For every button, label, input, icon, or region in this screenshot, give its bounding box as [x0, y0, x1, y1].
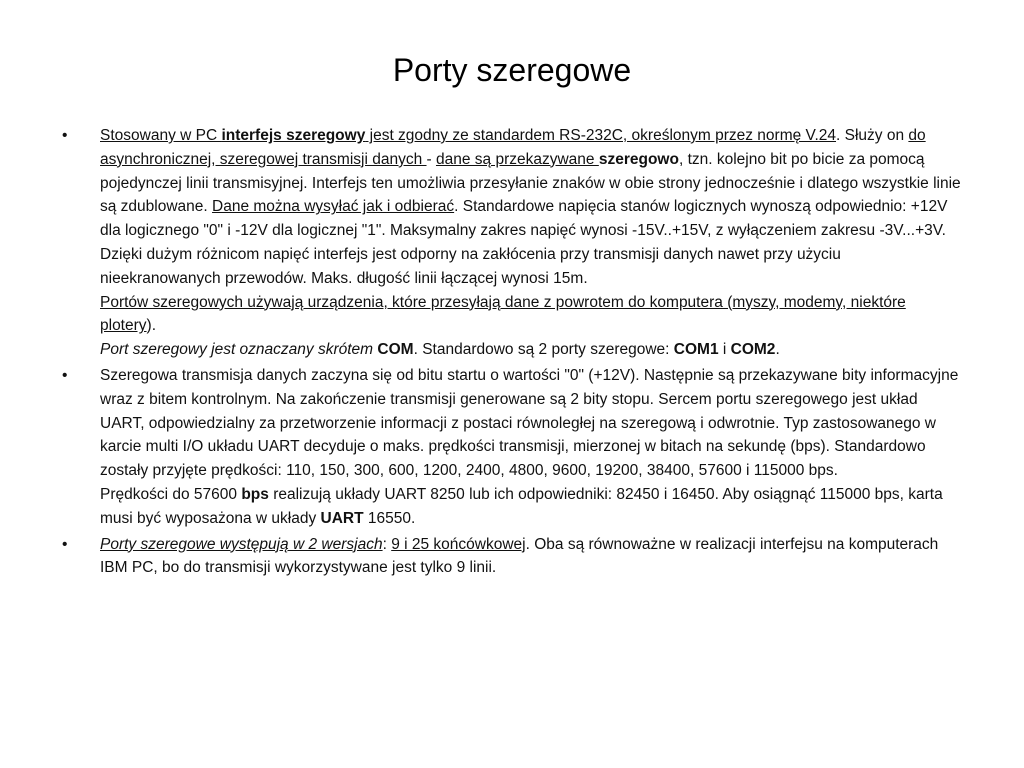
text-run: . Oba są równoważne w realizacji interfejsu na komputerach IBM PC, bo do transmisji wykorzystywane jest tylko 9 linii.: [100, 535, 939, 577]
text-run: Portów szeregowych używają urządzenia, które przesyłają dane z powrotem do komputera (myszy, modemy, niektóre plotery: [100, 293, 906, 335]
bullet-marker: •: [62, 535, 68, 553]
text-run: dane są przekazywane: [435, 150, 599, 168]
text-run-bold: szeregowo: [598, 150, 679, 168]
text-run: Stosowany w PC: [100, 127, 222, 144]
text-run: .: [775, 341, 780, 359]
text-run: 9 i 25 końcówkowej: [391, 535, 526, 553]
text-run: -: [426, 150, 436, 168]
text-run: realizują układy UART 8250 lub ich odpowiedniki: 82450 i 16450. Aby osiągnąć 115000 bps, karta musi być wyposażona w układy: [100, 485, 943, 527]
text-run: Szeregowa transmisja danych zaczyna się od bitu startu o wartości "0" (+12V). Następnie są przekazywane bity informacyjne wraz z bitem kontrolnym. Na zakończenie transmisji generowane są 2 bity stopu. Sercem portu szeregowego jest układ UART, odpowiedzialny za przetworzenie informacji z postaci równoległej na szeregową i odwrotnie. Typ zastosowanego w karcie multi I/O układu UART decyduje o maks. prędkości transmisji, mierzonej w bitach na sekundę (bps). Standardowo zostały przyjęte prędkości: 110, 150, 300, 600, 1200, 2400, 4800, 9600, 19200, 38400, 57600 i 115000 bps.: [100, 366, 959, 480]
bullet-marker: •: [62, 366, 68, 384]
bullet-item-1: [62, 124, 962, 362]
text-run: 16550.: [363, 509, 416, 527]
text-run-bold: UART: [320, 509, 364, 527]
text-run-bold: COM2: [730, 341, 776, 359]
text-run: do asynchronicznej, szeregowej transmisji danych: [100, 127, 926, 168]
text-run: . Standardowe napięcia stanów logicznych wynoszą odpowiednio: +12V dla logicznego "0" i -12V dla logicznej "1". Maksymalny zakres napięć wynosi -15V..+15V, z wyłączeniem zakresu -3V...+3V. Dzięki dużym różnicom napięć interfejs jest odporny na zakłócenia przy transmisji danych nawet przy użyciu nieekranowanych przewodów. Maks. długość linii łączącej wynosi 15m.: [100, 198, 948, 287]
text-run: , tzn. kolejno bit po bicie za pomocą pojedynczej linii transmisyjnej. Interfejs ten umożliwia przesyłanie znaków w obie strony jednocześnie i dlatego wszystkie linie są zdublowane.: [100, 150, 961, 216]
text-run: . Standardowo są 2 porty szeregowe:: [413, 341, 674, 359]
text-run: :: [382, 535, 392, 553]
text-run: jest zgodny ze standardem RS-232C, określonym przez normę V.24: [365, 127, 837, 144]
bullet-text-2: [100, 364, 962, 531]
text-run: Prędkości do 57600: [100, 485, 242, 503]
text-run: Dane można wysyłać jak i odbierać: [212, 198, 455, 216]
bullet-item-2: [62, 364, 962, 531]
bullet-text-1: [100, 124, 962, 362]
text-run: ).: [146, 317, 156, 335]
text-run-bold: COM1: [673, 341, 719, 359]
text-run-italic: Port szeregowy jest oznaczany skrótem: [100, 341, 374, 359]
slide-body: [62, 124, 962, 580]
bullet-marker: •: [62, 127, 68, 144]
bullet-item-3: [62, 533, 962, 581]
bullet-text-3: [100, 533, 962, 581]
text-run-bold: COM: [377, 341, 414, 359]
slide-title: Porty szeregowe: [392, 52, 632, 88]
text-run: . Służy on: [836, 127, 909, 144]
text-run-bold: interfejs szeregowy: [221, 127, 366, 144]
text-run-bold: bps: [241, 485, 269, 503]
text-run-italic: Porty szeregowe występują w 2 wersjach: [100, 535, 383, 553]
text-run: i: [718, 341, 731, 359]
